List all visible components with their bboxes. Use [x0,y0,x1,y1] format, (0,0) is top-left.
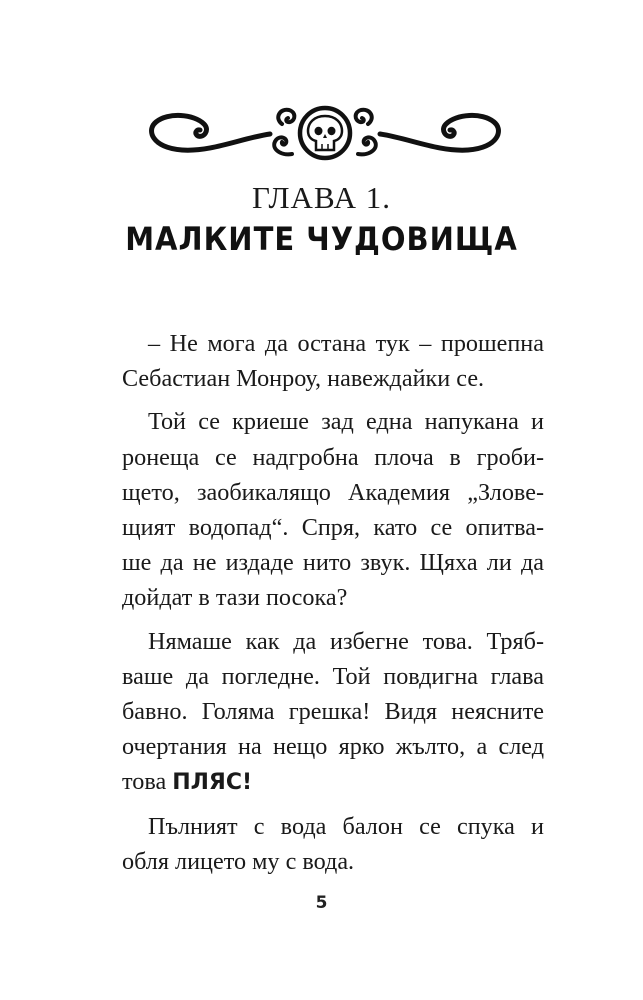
paragraph-2 [96,404,544,615]
text-line: Себастиан Монроу, навеждайки се. [122,365,485,393]
text-line: Нямаше как да избегне това. Тряб- [148,627,544,655]
text-fragment: това [122,768,173,796]
text-line: Пълният с вода балон се спука и [148,812,544,840]
text-line: обля лицето му с вода. [122,847,355,875]
text-line: – Не мога да остана тук – прошепна [148,330,544,357]
text-line: ваше да погледне. Той повдигна глава [122,662,544,690]
chapter-number: ГЛАВА 1. [251,180,392,215]
text-line: Той се криеше зад една напукана и [148,408,544,436]
sound-effect: ПЛЯС! [172,770,253,796]
chapter-body [96,326,544,887]
text-line: щият водопад“. Спря, като се опитва- [122,514,544,542]
skull-ornament-icon [142,100,508,166]
chapter-title: МАЛКИТЕ ЧУДОВИЩА [125,220,518,258]
text-line: ше да не издаде нито звук. Щяха ли да [122,549,544,577]
paragraph-1 [96,326,544,396]
text-line: ронеща се надгробна плоча в гроби- [122,443,544,471]
page-number: 5 [315,893,328,913]
paragraph-4 [96,809,544,879]
text-line: бавно. Голяма грешка! Видя неясните [122,698,544,726]
text-line: щето, заобикалящо Академия „Злове- [122,478,544,506]
text-line: дойдат в тази посока? [122,584,348,612]
paragraph-3 [96,624,544,801]
text-line: очертания на нещо ярко жълто, а след [122,733,544,761]
text-line [96,764,544,800]
